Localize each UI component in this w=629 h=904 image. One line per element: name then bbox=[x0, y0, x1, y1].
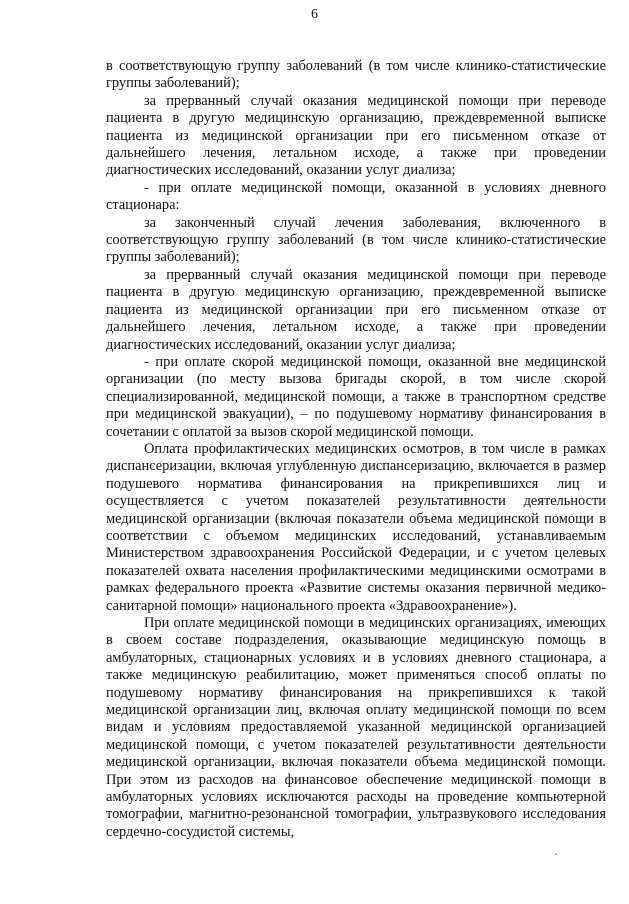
scan-artifact bbox=[555, 853, 557, 855]
page-number: 6 bbox=[311, 7, 318, 22]
paragraph-preventive-exams: Оплата профилактических медицинских осмотров, в том числе в рамках диспансеризации, включая углубленную диспансеризацию, включается в размер подушевого норматива финансирования на прикрепившихся лиц и осуществляется с учетом показателей результативности деятельности медицинской организации (включая показатели объема медицинской помощи в соответствии с объемом медицинских исследований, устанавливаемым Министерством здравоохранения Российской Федерации, и с учетом целевых показателей охвата населения профилактическими медицинскими осмотрами в рамках федерального проекта «Развитие системы оказания первичной медико-санитарной помощи» национального проекта «Здравоохранение»). bbox=[106, 440, 606, 614]
paragraph-interrupted-case-hospital: за прерванный случай оказания медицинской помощи при переводе пациента в другую медицинскую организацию, преждевременной выписке пациента из медицинской организации при его письменном отказе от дальнейшего лечения, летальном исходе, а также при проведении диагностических исследований, оказании услуг диализа; bbox=[106, 92, 606, 179]
document-body bbox=[106, 58, 606, 841]
paragraph-emergency-care: - при оплате скорой медицинской помощи, оказанной вне медицинской организации (по месту вызова бригады скорой, в том числе скорой специализированной, медицинской помощи, а также в транспортном средстве при медицинской эвакуации), – по подушевому нормативу финансирования в сочетании с оплатой за вызов скорой медицинской помощи. bbox=[106, 353, 606, 440]
paragraph-day-hospital-heading: - при оплате медицинской помощи, оказанной в условиях дневного стационара: bbox=[106, 179, 606, 214]
paragraph-interrupted-case-day-hospital: за прерванный случай оказания медицинской помощи при переводе пациента в другую медицинскую организацию, преждевременной выписке пациента из медицинской организации при его письменном отказе от дальнейшего лечения, летальном исходе, а также при проведении диагностических исследований, оказании услуг диализа; bbox=[106, 266, 606, 353]
paragraph-continuation: в соответствующую группу заболеваний (в том числе клинико-статистические группы заболеваний); bbox=[106, 58, 606, 92]
paragraph-completed-case-day-hospital: за законченный случай лечения заболевания, включенного в соответствующую группу заболеваний (в том числе клинико-статистические группы заболеваний); bbox=[106, 214, 606, 266]
paragraph-per-capita-payment: При оплате медицинской помощи в медицинских организациях, имеющих в своем составе подразделения, оказывающие медицинскую помощь в амбулаторных, стационарных условиях и в условиях дневного стационара, а также медицинскую реабилитацию, может применяться способ оплаты по подушевому нормативу финансирования на прикрепившихся к такой медицинской организации лиц, включая оплату медицинской помощи по всем видам и условиям предоставляемой указанной медицинской организацией медицинской помощи, с учетом показателей результативности деятельности медицинской организации, включая показатели объема медицинской помощи. При этом из расходов на финансовое обеспечение медицинской помощи в амбулаторных условиях исключаются расходы на проведение компьютерной томографии, магнитно-резонансной томографии, ультразвукового исследования сердечно-сосудистой системы, bbox=[106, 615, 606, 840]
